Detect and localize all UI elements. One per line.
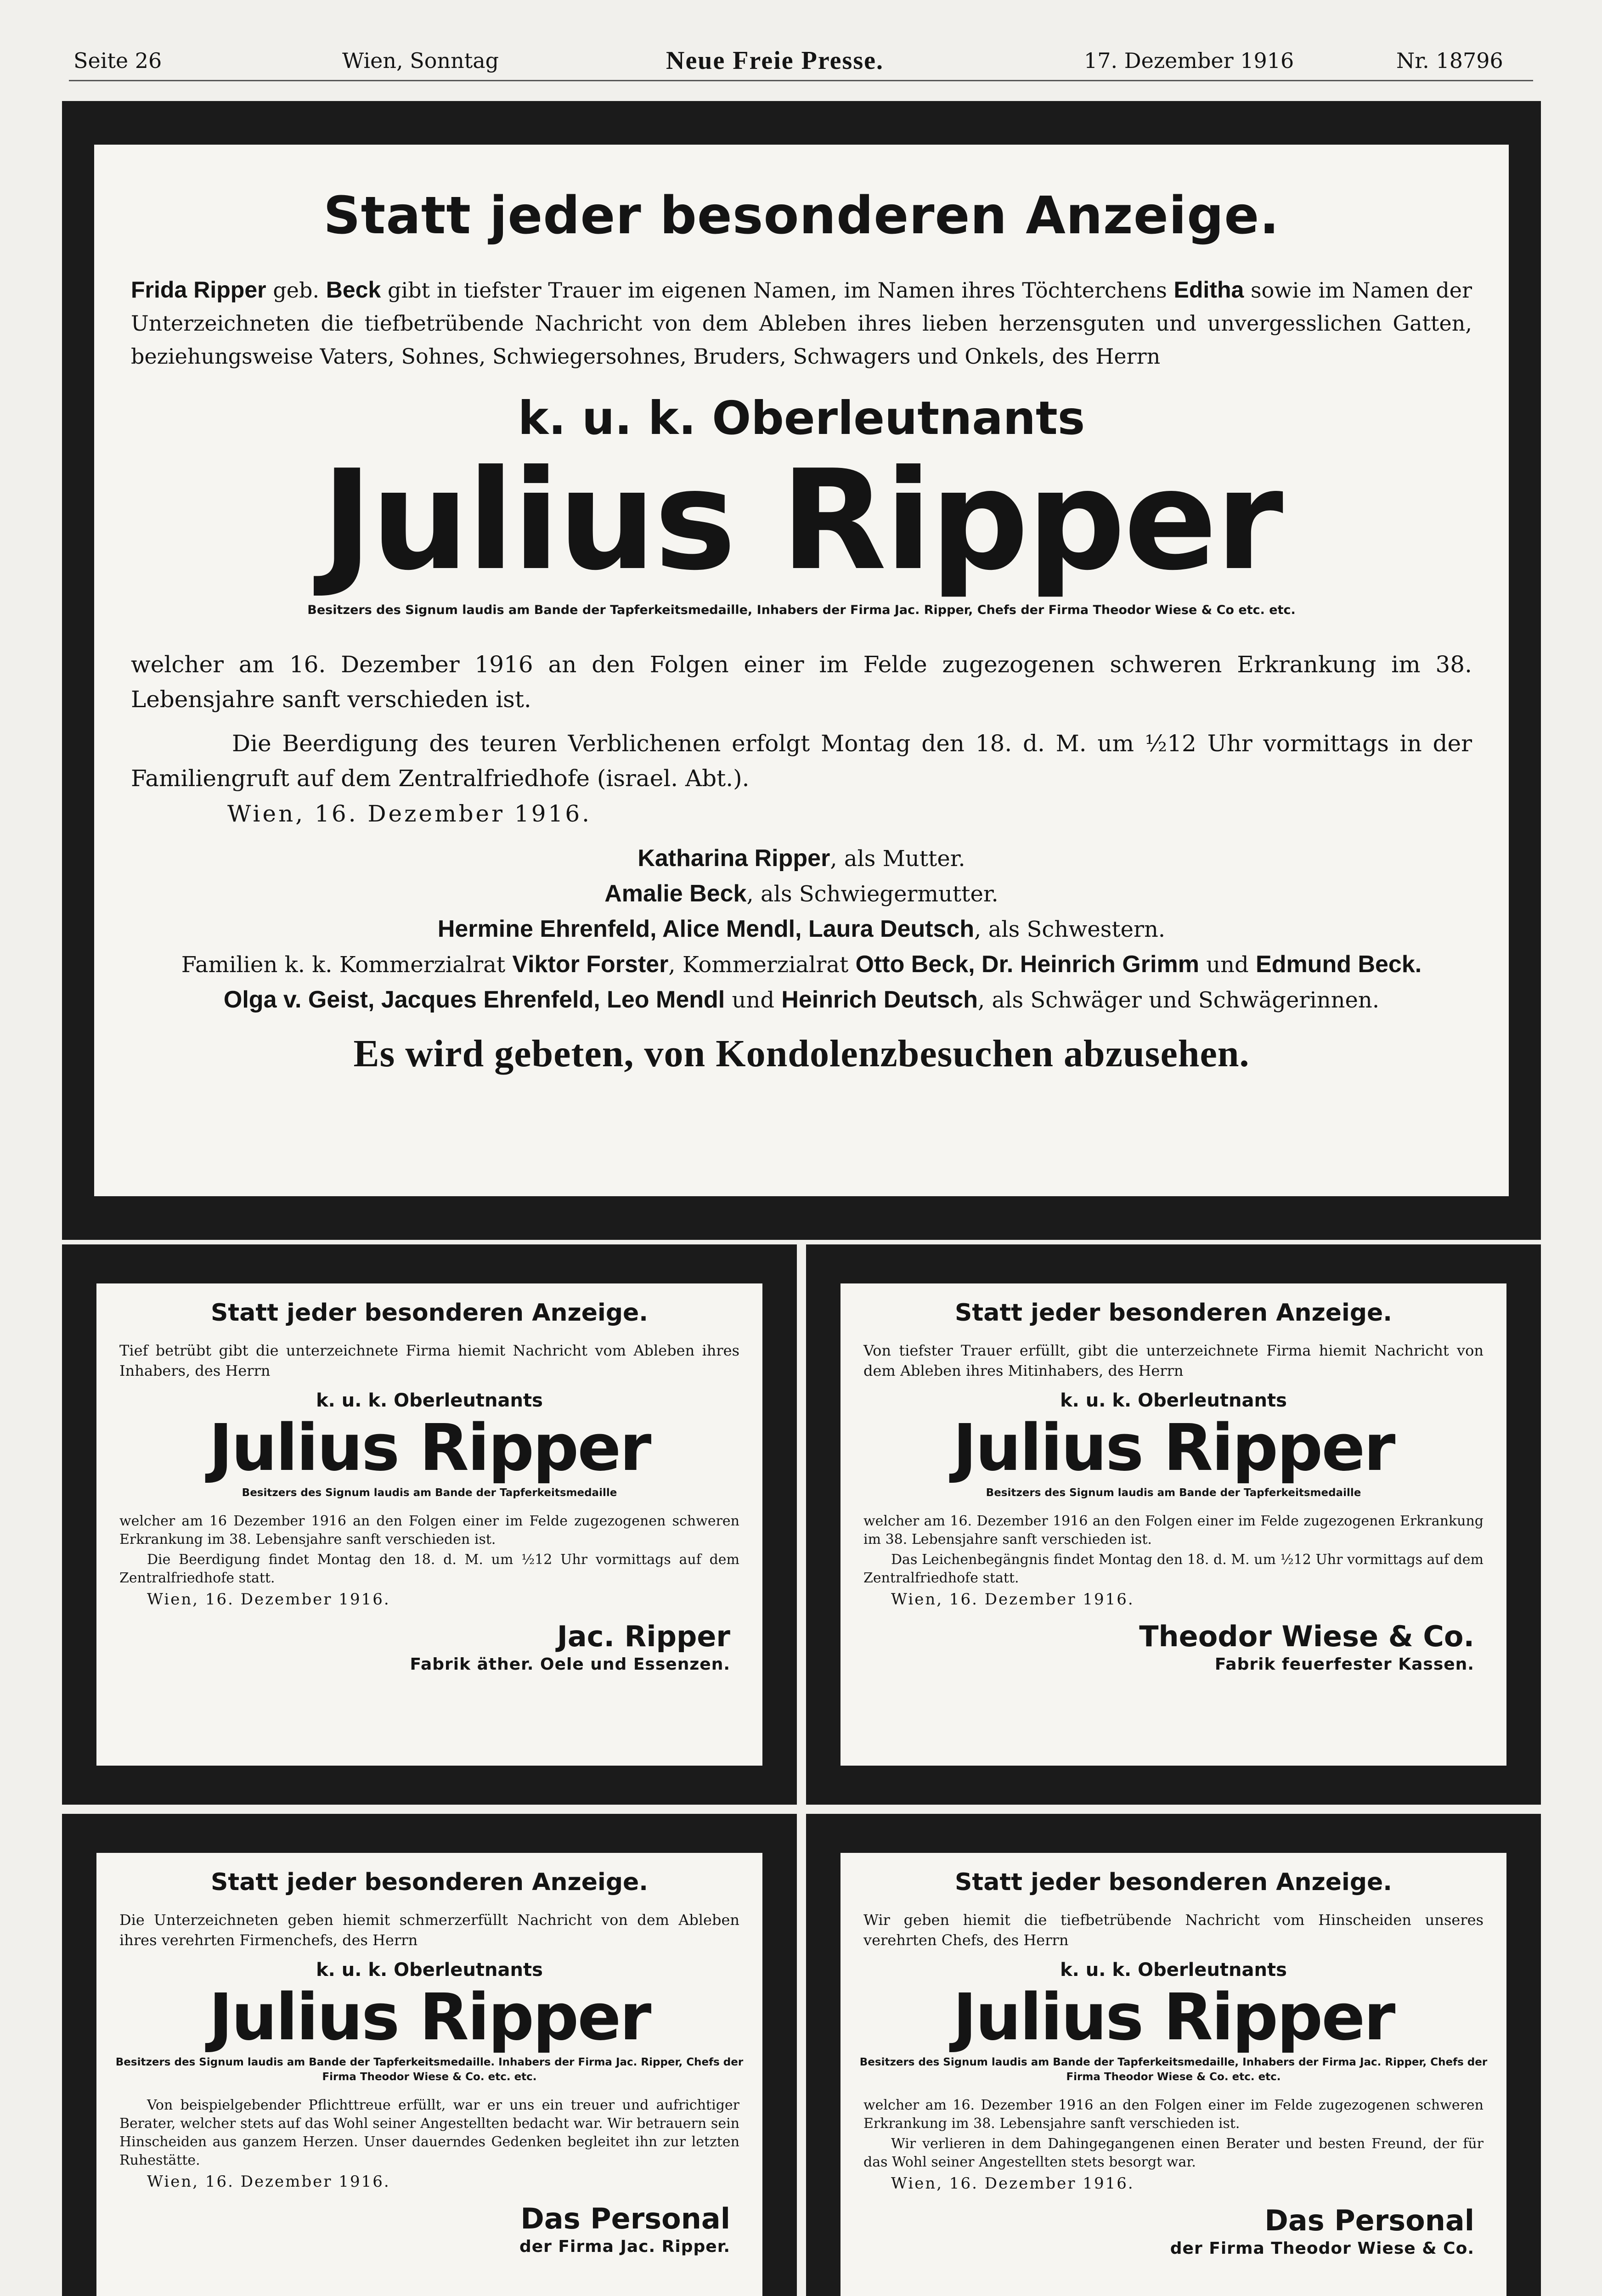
issue-number: Nr. 18796	[1396, 48, 1503, 73]
notice-sender-subtitle: der Firma Jac. Ripper.	[519, 2237, 730, 2256]
intro-name-editha: Editha	[1173, 277, 1244, 303]
notice-staff-jac-ripper-frame	[62, 1814, 797, 2296]
main-signatories	[94, 841, 1509, 1018]
main-notice-frame	[62, 101, 1541, 1240]
signatory-sisters: Hermine Ehrenfeld, Alice Mendl, Laura Deutsch, als Schwestern.	[437, 916, 1166, 942]
notice-heading: Statt jeder besonderen Anzeige.	[210, 1299, 649, 1327]
notice-body-funeral: Die Beerdigung findet Montag den 18. d. M. um ½12 Uhr vormittags auf dem Zentralfriedhofe statt.	[119, 1552, 739, 1586]
notice-body: welcher am 16. Dezember 1916 an den Folgen einer im Felde zugezogenen schweren Erkrankung im 38. Lebensjahre sanft verschieden ist.	[863, 2097, 1484, 2132]
notice-place-date: Wien, 16. Dezember 1916.	[147, 1590, 390, 1609]
notice-staff-jac-ripper	[96, 1853, 762, 2296]
notice-place-date: Wien, 16. Dezember 1916.	[147, 2172, 390, 2191]
notice-rank: k. u. k. Oberleutnants	[1060, 1959, 1287, 1981]
notice-place-date: Wien, 16. Dezember 1916.	[891, 2174, 1134, 2193]
intro-name-beck: Beck	[326, 277, 381, 303]
notice-intro: Von tiefster Trauer erfüllt, gibt die unterzeichnete Firma hiemit Nachricht von dem Ableben ihres Mitinhabers, des Herrn	[863, 1342, 1484, 1379]
main-notice	[94, 145, 1509, 1196]
place-day: Wien, Sonntag	[342, 48, 499, 73]
main-place-date: Wien, 16. Dezember 1916.	[227, 800, 592, 827]
notice-heading: Statt jeder besonderen Anzeige.	[954, 1868, 1393, 1896]
notice-description: Besitzers des Signum laudis am Bande der Tapferkeitsmedaille, Inhabers der Firma Jac. Ripper, Chefs der Firma Theodor Wiese & Co. etc. etc.	[859, 2056, 1488, 2083]
issue-date: 17. Dezember 1916	[1084, 48, 1294, 73]
notice-deceased-name: Julius Ripper	[209, 1980, 650, 2055]
main-description: Besitzers des Signum laudis am Bande der Tapferkeitsmedaille, Inhabers der Firma Jac. Ripper, Chefs der Firma Theodor Wiese & Co etc. etc.	[307, 603, 1296, 617]
notice-body: welcher am 16. Dezember 1916 an den Folgen einer im Felde zugezogenen Erkrankung im 38. Lebensjahre sanft verschieden ist.	[863, 1513, 1484, 1548]
signatory-families: Familien k. k. Kommerzialrat Viktor Forster, Kommerzialrat Otto Beck, Dr. Heinrich Grimm und Edmund Beck.	[181, 951, 1422, 978]
notice-sender: Jac. Ripper	[557, 1620, 730, 1653]
main-body-death: welcher am 16. Dezember 1916 an den Folgen einer im Felde zugezogenen schweren Erkrankung im 38. Lebensjahre sanft verschieden ist.	[131, 651, 1472, 713]
notice-rank: k. u. k. Oberleutnants	[316, 1390, 543, 1411]
notice-body-tribute: Wir verlieren in dem Dahingegangenen einen Berater und besten Freund, der für das Wohl seiner Angestellten stets besorgt war.	[863, 2136, 1484, 2170]
notice-firm-theodor-wiese-frame	[806, 1244, 1541, 1805]
notice-intro: Die Unterzeichneten geben hiemit schmerzerfüllt Nachricht von dem Ableben ihres verehrten Firmenchefs, des Herrn	[119, 1911, 739, 1949]
notice-firm-jac-ripper-frame	[62, 1244, 797, 1805]
main-deceased-name: Julius Ripper	[321, 440, 1282, 601]
main-rank: k. u. k. Oberleutnants	[518, 391, 1085, 445]
notice-body-funeral: Das Leichenbegängnis findet Montag den 18. d. M. um ½12 Uhr vormittags auf dem Zentralfriedhofe statt.	[863, 1552, 1484, 1586]
notice-rank: k. u. k. Oberleutnants	[316, 1959, 543, 1981]
signatory-mother: Katharina Ripper, als Mutter.	[637, 845, 965, 872]
notice-description: Besitzers des Signum laudis am Bande der Tapferkeitsmedaille	[242, 1487, 617, 1499]
notice-sender-subtitle: der Firma Theodor Wiese & Co.	[1170, 2239, 1474, 2258]
page-header	[0, 0, 1602, 92]
notice-sender-subtitle: Fabrik äther. Oele und Essenzen.	[410, 1655, 730, 1674]
newspaper-title: Neue Freie Presse.	[666, 46, 884, 75]
page-number: Seite 26	[73, 48, 162, 73]
notice-heading: Statt jeder besonderen Anzeige.	[954, 1299, 1393, 1327]
main-footer-request: Es wird gebeten, von Kondolenzbesuchen abzusehen.	[353, 1032, 1250, 1075]
notice-sender: Das Personal	[1264, 2204, 1474, 2237]
notice-firm-theodor-wiese	[840, 1283, 1506, 1766]
notice-description: Besitzers des Signum laudis am Bande der Tapferkeitsmedaille. Inhabers der Firma Jac. Ripper, Chefs der Firma Theodor Wiese & Co. etc. etc.	[115, 2056, 744, 2083]
notice-deceased-name: Julius Ripper	[209, 1411, 650, 1486]
signatory-mother-in-law: Amalie Beck, als Schwiegermutter.	[604, 880, 998, 907]
notice-body: Von beispielgebender Pflichttreue erfüllt, war er uns ein treuer und aufrichtiger Berater, welcher stets auf das Wohl seiner Angestellten bedacht war. Wir betrauern sein Hinscheiden aus ganzem Herzen. Unser dauerndes Gedenken begleitet ihn zur letzten Ruhestätte.	[119, 2097, 739, 2168]
notice-heading: Statt jeder besonderen Anzeige.	[210, 1868, 649, 1896]
notice-deceased-name: Julius Ripper	[953, 1411, 1394, 1486]
notice-sender-subtitle: Fabrik feuerfester Kassen.	[1214, 1655, 1474, 1674]
notice-sender: Das Personal	[520, 2202, 730, 2235]
notice-intro: Tief betrübt gibt die unterzeichnete Firma hiemit Nachricht vom Ableben ihres Inhabers, des Herrn	[119, 1342, 739, 1379]
notice-staff-theodor-wiese	[840, 1853, 1506, 2296]
notice-body: welcher am 16 Dezember 1916 an den Folgen einer im Felde zugezogenen schweren Erkrankung im 38. Lebensjahre sanft verschieden ist.	[119, 1513, 739, 1548]
main-heading: Statt jeder besonderen Anzeige.	[323, 186, 1280, 246]
notice-intro: Wir geben hiemit die tiefbetrübende Nachricht vom Hinscheiden unseres verehrten Chefs, des Herrn	[863, 1911, 1484, 1949]
header-rule	[69, 80, 1533, 81]
notice-firm-jac-ripper	[96, 1283, 762, 1766]
main-body-funeral: Die Beerdigung des teuren Verblichenen erfolgt Montag den 18. d. M. um ½12 Uhr vormittags in der Familiengruft auf dem Zentralfriedhofe (israel. Abt.).	[131, 730, 1472, 792]
signatory-inlaws: Olga v. Geist, Jacques Ehrenfeld, Leo Mendl und Heinrich Deutsch, als Schwäger und Schwägerinnen.	[223, 986, 1380, 1013]
notice-description: Besitzers des Signum laudis am Bande der Tapferkeitsmedaille	[986, 1487, 1361, 1499]
notice-rank: k. u. k. Oberleutnants	[1060, 1390, 1287, 1411]
notice-place-date: Wien, 16. Dezember 1916.	[891, 1590, 1134, 1609]
notice-staff-theodor-wiese-frame	[806, 1814, 1541, 2296]
notice-sender: Theodor Wiese & Co.	[1139, 1620, 1474, 1653]
main-intro: Frida Ripper geb. Beck gibt in tiefster Trauer im eigenen Namen, im Namen ihres Töchterchens Editha sowie im Namen der Unterzeichneten die tiefbetrübende Nachricht von dem Ableben ihres lieben herzensguten und unvergesslichen Gatten, beziehungsweise Vaters, Sohnes, Schwiegersohnes, Bruders, Schwagers und Onkels, des Herrn	[131, 277, 1472, 369]
intro-name-frida: Frida Ripper	[131, 277, 266, 303]
notice-deceased-name: Julius Ripper	[953, 1980, 1394, 2055]
